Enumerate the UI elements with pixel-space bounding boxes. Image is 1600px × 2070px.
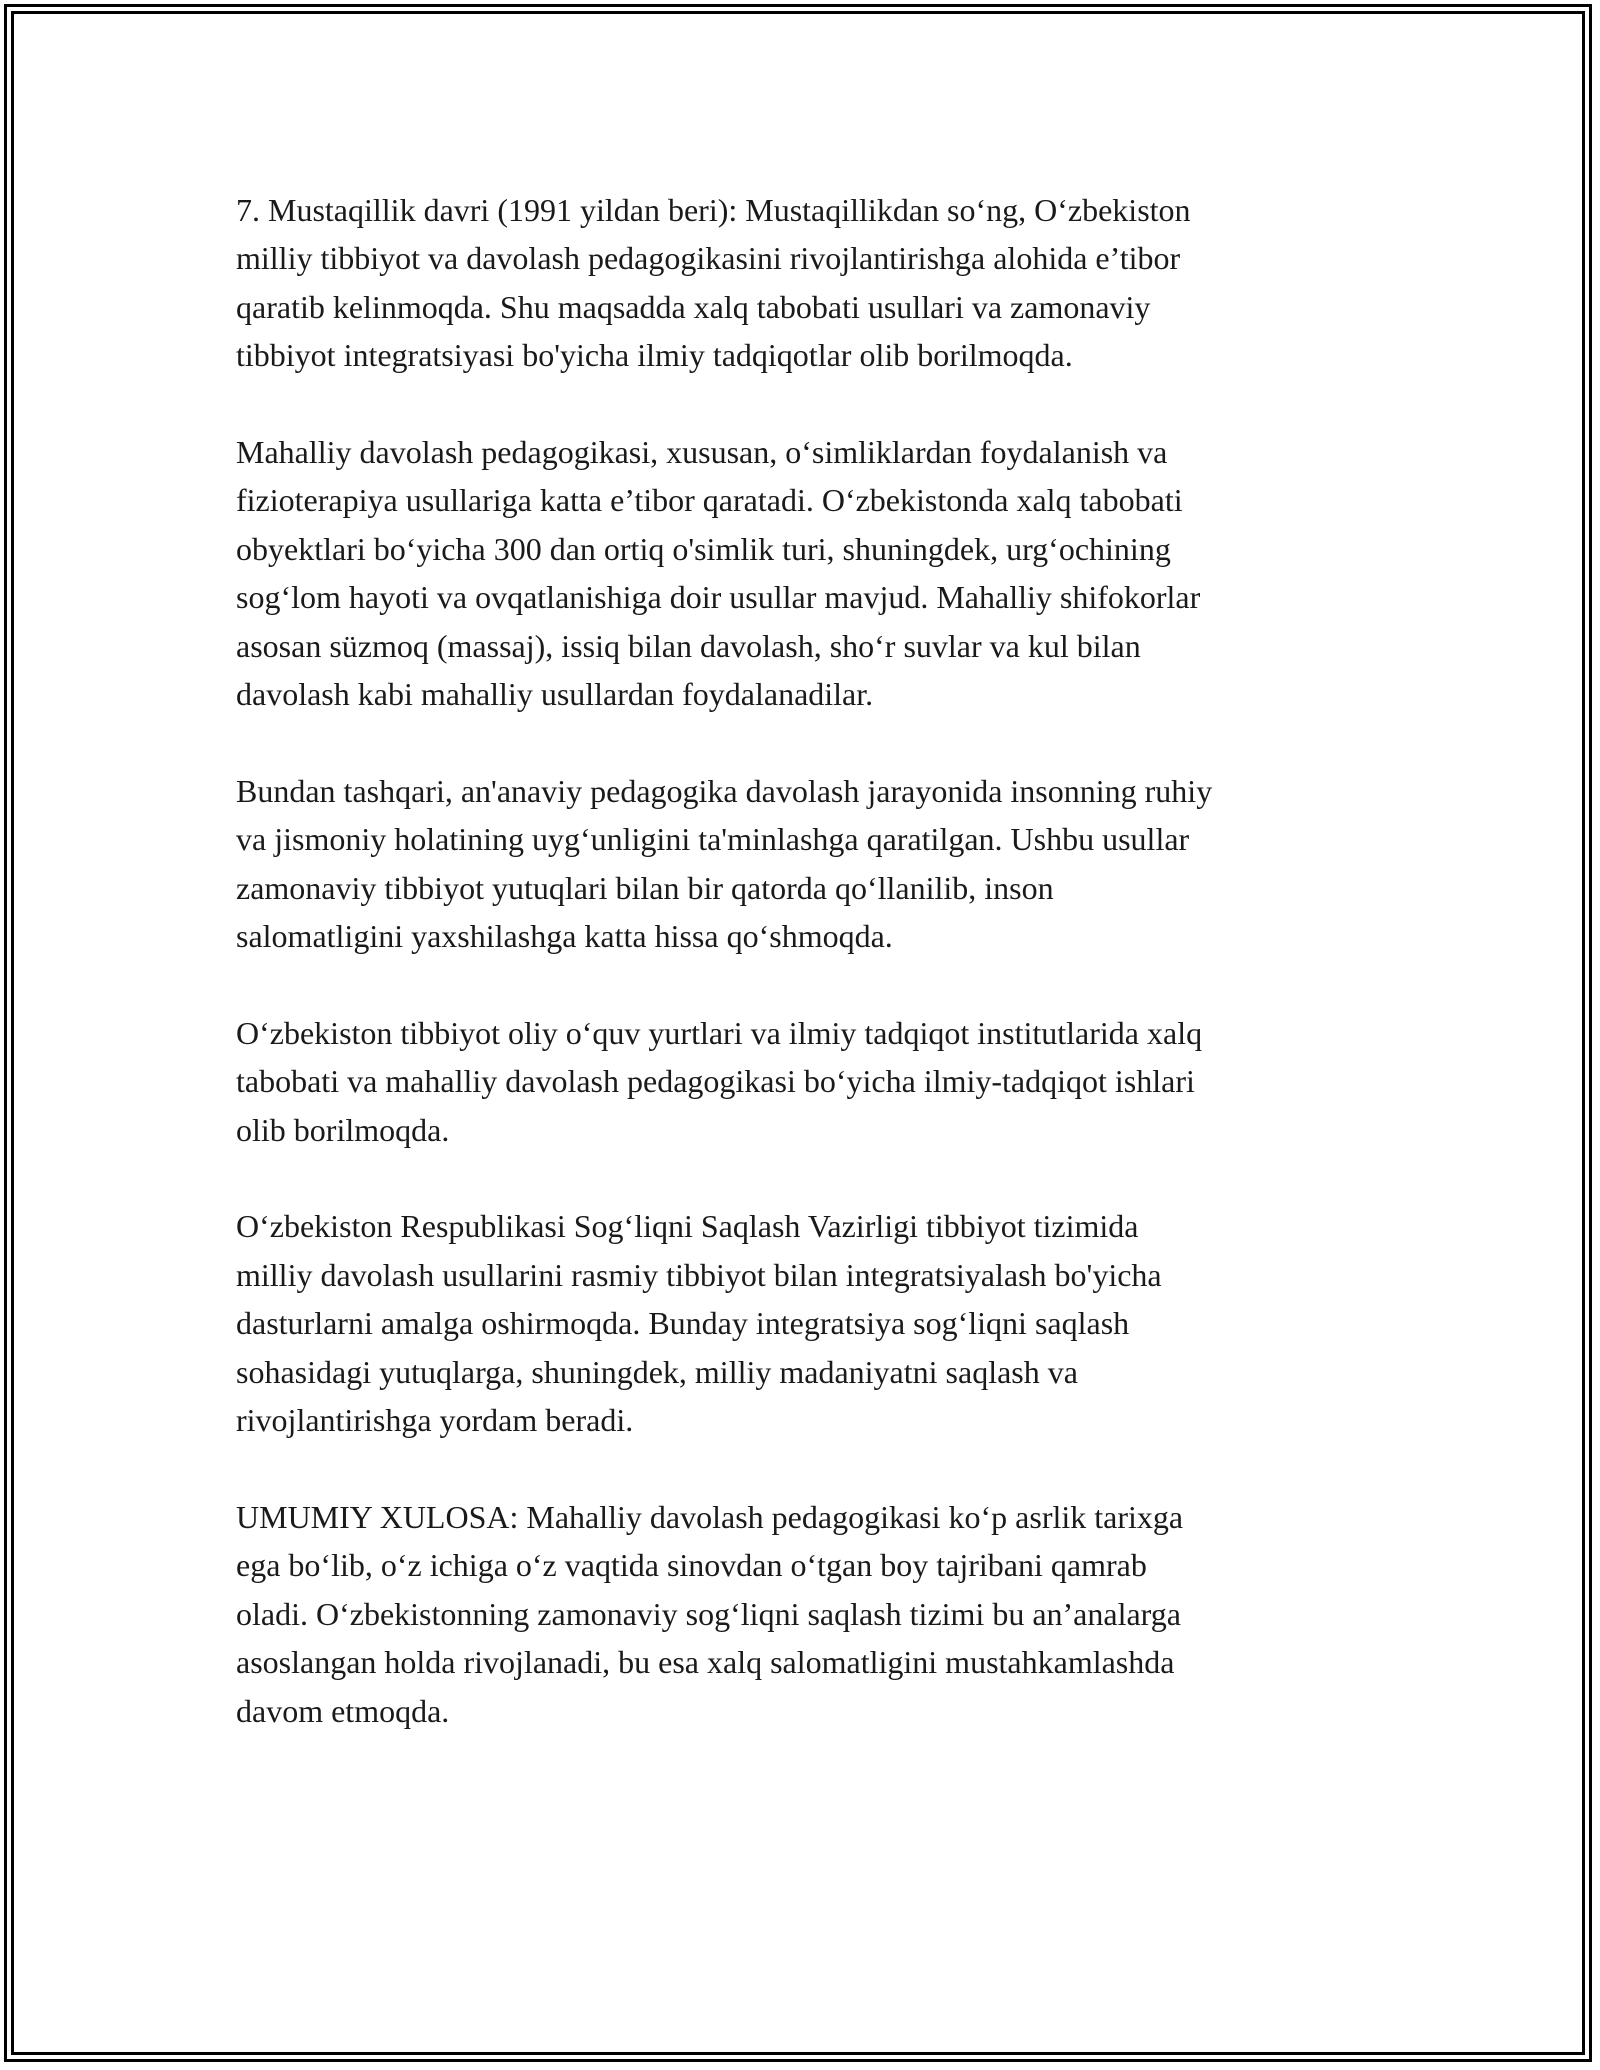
paragraph-independence-period: 7. Mustaqillik davri (1991 yildan beri): Mustaqillikdan so‘ng, O‘zbekiston milliy tibbiyot va davolash pedagogikasini rivojlantirishga alohida e’tibor qaratib kelinmoqda. Shu maqsadda xalq tabobati usullari va zamonaviy tibbiyot integratsiyasi bo'yicha ilmiy tadqiqotlar olib borilmoqda. xyxy=(236,192,1191,374)
paragraph-health-ministry: O‘zbekiston Respublikasi Sog‘liqni Saqlash Vazirligi tibbiyot tizimida milliy davolash usullarini rasmiy tibbiyot bilan integratsiyalash bo'yicha dasturlarni amalga oshirmoqda. Bunday integratsiya sog‘liqni saqlash sohasidagi yutuqlarga, shuningdek, milliy madaniyatni saqlash va rivojlantirishga yordam beradi. xyxy=(236,1208,1162,1439)
paragraph-general-conclusion: UMUMIY XULOSA: Mahalliy davolash pedagogikasi ko‘p asrlik tarixga ega bo‘lib, o‘z ichiga o‘z vaqtida sinovdan o‘tgan boy tajribani qamrab oladi. O‘zbekistonning zamonaviy sog‘liqni saqlash tizimi bu an’analarga asoslangan holda rivojlanadi, bu esa xalq salomatligini mustahkamlashda davom etmoqda. xyxy=(236,1498,1184,1729)
paragraph-traditional-pedagogy: Bundan tashqari, an'anaviy pedagogika davolash jarayonida insonning ruhiy va jismoniy holatining uyg‘unligini ta'minlashga qaratilgan. Ushbu usullar zamonaviy tibbiyot yutuqlari bilan bir qatorda qo‘llanilib, inson salomatligini yaxshilashga katta hissa qo‘shmoqda. xyxy=(236,772,1213,955)
paragraph-local-healing-pedagogy: Mahalliy davolash pedagogikasi, xususan, o‘simliklardan foydalanish va fizioterapiya usullariga katta e’tibor qaratadi. O‘zbekistonda xalq tabobati obyektlari bo‘yicha 300 dan ortiq o'simlik turi, shuningdek, urg‘ochining sog‘lom hayoti va ovqatlanishiga doir usullar mavjud. Mahalliy shifokorlar asosan süzmoq (massaj), issiq bilan davolash, sho‘r suvlar va kul bilan davolash kabi mahalliy usullardan foydalanadilar. xyxy=(236,434,1201,713)
paragraph-medical-institutions: O‘zbekiston tibbiyot oliy o‘quv yurtlari va ilmiy tadqiqot institutlarida xalq tabobati va mahalliy davolash pedagogikasi bo‘yicha ilmiy-tadqiqot ishlari olib borilmoqda. xyxy=(236,1014,1203,1148)
document-body xyxy=(236,186,1366,1783)
